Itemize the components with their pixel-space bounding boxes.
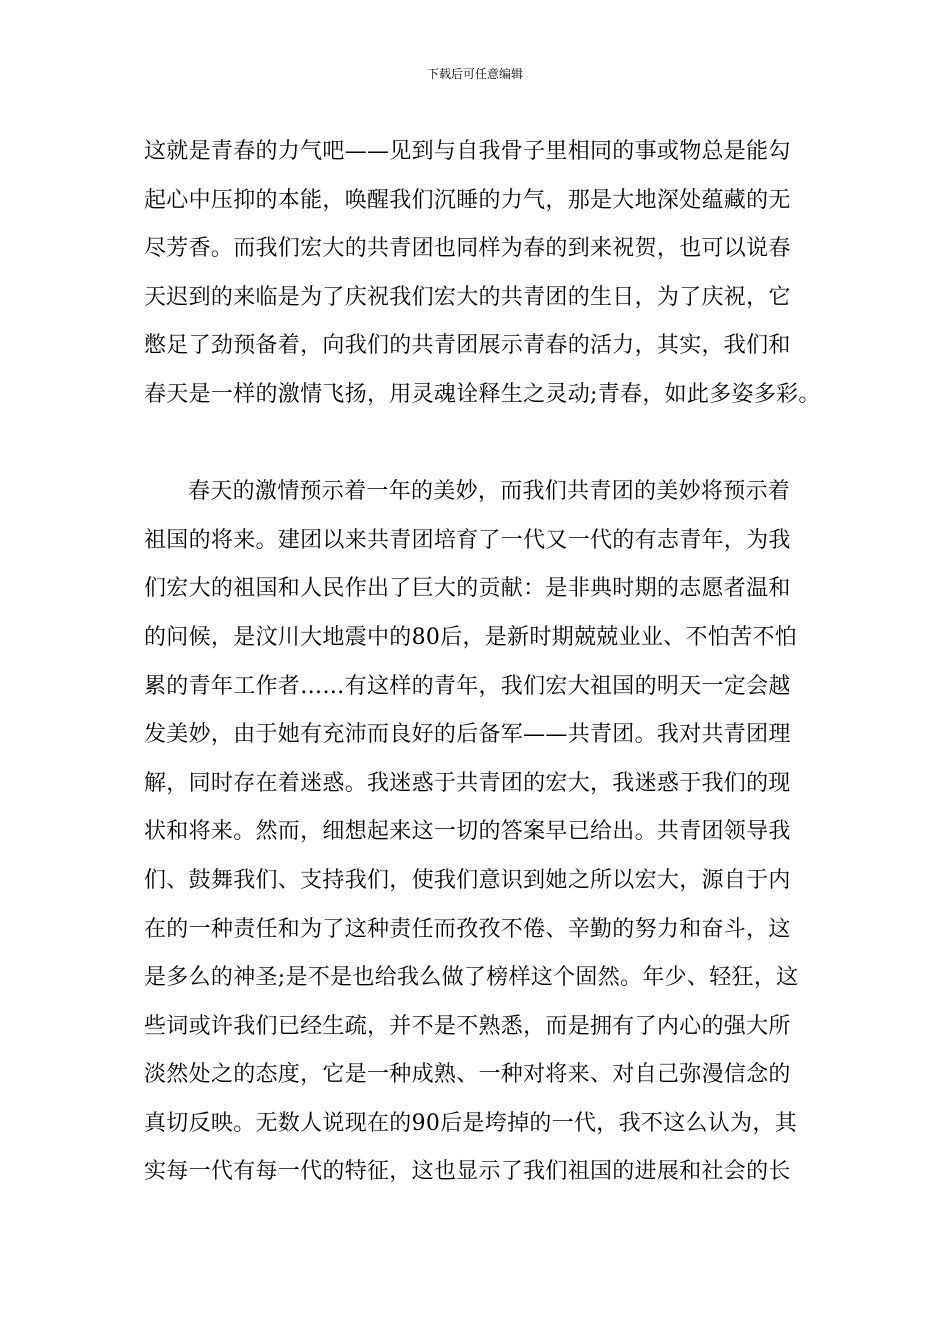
paragraph-spacer (144, 424, 824, 473)
text-line: 祖国的将来。建团以来共青团培育了一代又一代的有志青年，为我 (144, 527, 791, 553)
text-line: 憋足了劲预备着，向我们的共青团展示青春的活力，其实，我们和 (144, 333, 791, 359)
text-line: 的问候，是汶川大地震中的80后，是新时期兢兢业业、不怕苦不怕 (144, 624, 797, 650)
text-line: 天迟到的来临是为了庆祝我们宏大的共青团的生日，为了庆祝，它 (144, 284, 791, 310)
text-line: 真切反映。无数人说现在的90后是垮掉的一代，我不这么认为，其 (144, 1110, 797, 1136)
text-line: 们宏大的祖国和人民作出了巨大的贡献：是非典时期的志愿者温和 (144, 576, 791, 602)
text-line: 发美妙，由于她有充沛而良好的后备军——共青团。我对共青团理 (144, 722, 791, 748)
text-line: 尽芳香。而我们宏大的共青团也同样为春的到来祝贺，也可以说春 (144, 236, 791, 262)
text-line: 是多么的神圣;是不是也给我么做了榜样这个固然。年少、轻狂，这 (144, 965, 799, 991)
page-header: 下载后可任意编辑 (426, 67, 523, 81)
text-line: 实每一代有每一代的特征，这也显示了我们祖国的进展和社会的长 (144, 1159, 791, 1185)
text-line: 淡然处之的态度，它是一种成熟、一种对将来、对自己弥漫信念的 (144, 1062, 791, 1088)
text-line: 这就是青春的力气吧——见到与自我骨子里相同的事或物总是能勾 (144, 139, 791, 164)
document-body (144, 132, 824, 1201)
text-line: 春天的激情预示着一年的美妙，而我们共青团的美妙将预示着 (188, 479, 791, 505)
text-line: 状和将来。然而，细想起来这一切的答案早已给出。共青团领导我 (144, 819, 791, 845)
text-line: 累的青年工作者……有这样的青年，我们宏大祖国的明天一定会越 (144, 673, 791, 699)
text-line: 起心中压抑的本能，唤醒我们沉睡的力气，那是大地深处蕴藏的无 (144, 187, 791, 213)
text-line: 们、鼓舞我们、支持我们，使我们意识到她之所以宏大，源自于内 (144, 867, 791, 893)
text-line: 些词或许我们已经生疏，并不是不熟悉，而是拥有了内心的强大所 (144, 1013, 791, 1039)
paragraph-1 (144, 132, 824, 424)
text-line: 解，同时存在着迷惑。我迷惑于共青团的宏大，我迷惑于我们的现 (144, 770, 791, 796)
paragraph-2 (144, 472, 824, 1201)
text-line: 在的一种责任和为了这种责任而孜孜不倦、辛勤的努力和奋斗，这 (144, 916, 791, 942)
text-line: 春天是一样的激情飞扬，用灵魂诠释生之灵动;青春，如此多姿多彩。 (144, 381, 821, 407)
